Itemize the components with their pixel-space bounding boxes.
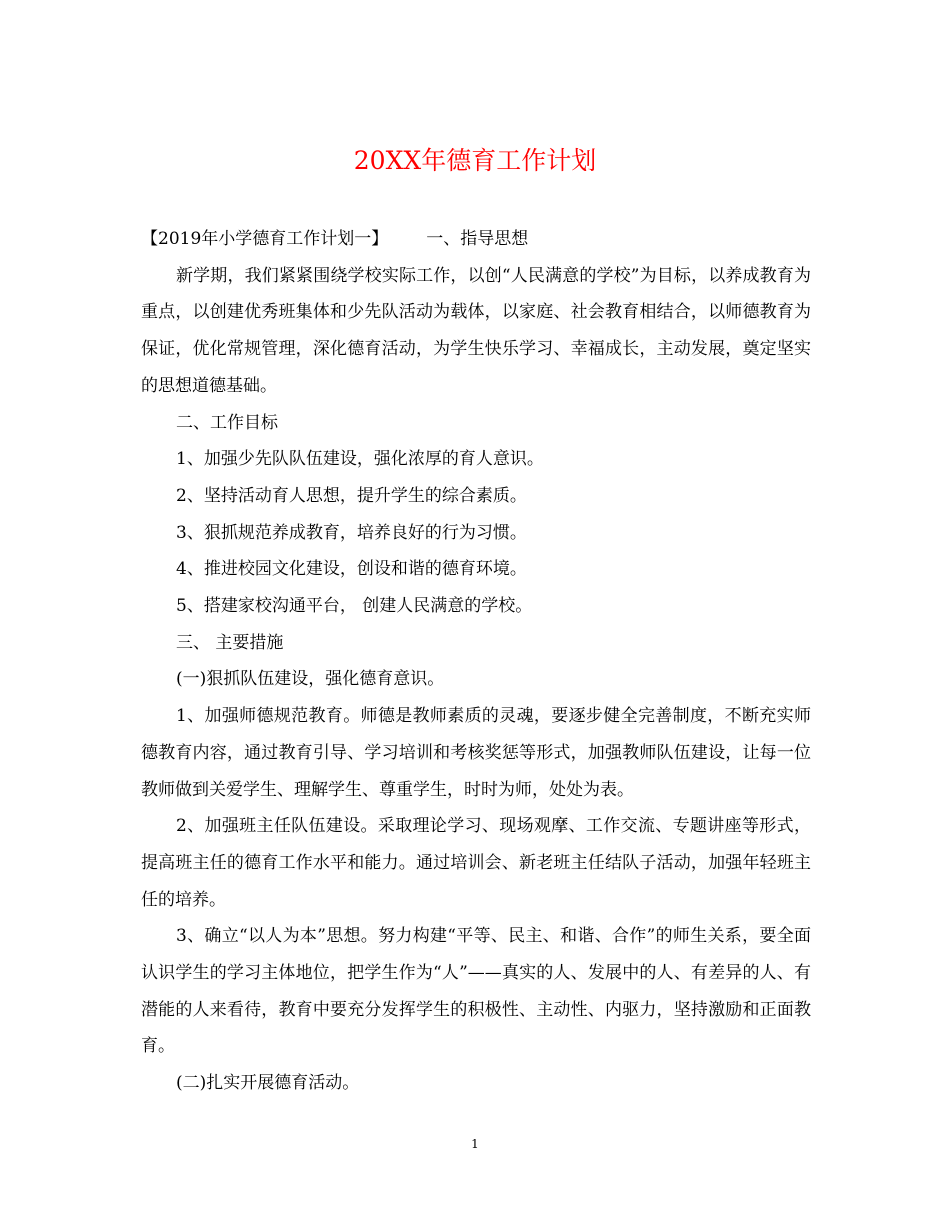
paragraph: 3、确立“以人为本”思想。努力构建“平等、民主、和谐、合作”的师生关系，要全面认识学生的学习主体地位，把学生作为“人”——真实的人、发展中的人、有差异的人、有潜能的人来看待，教育中要充分发挥学生的积极性、主动性、内驱力，坚持激励和正面教育。: [141, 926, 811, 1057]
goal-item: 4、推进校园文化建设，创设和谐的德育环境。: [176, 559, 527, 580]
paragraph: 2、加强班主任队伍建设。采取理论学习、现场观摩、工作交流、专题讲座等形式，提高班主任的德育工作水平和能力。通过培训会、新老班主任结队子活动，加强年轻班主任的培养。: [141, 816, 811, 910]
goal-item: 1、加强少先队队伍建设，强化浓厚的育人意识。: [176, 449, 544, 470]
subsection-heading: (二)扎实开展德育活动。: [176, 1073, 360, 1094]
document-body: [141, 221, 811, 1102]
page-number: 1: [471, 1137, 479, 1151]
paragraph: 1、加强师德规范教育。师德是教师素质的灵魂，要逐步健全完善制度，不断充实师德教育内容，通过教育引导、学习培训和考核奖惩等形式，加强教师队伍建设，让每一位教师做到关爱学生、理解学生、尊重学生，时时为师，处处为表。: [141, 706, 811, 800]
section-heading-3: 三、 主要措施: [176, 632, 284, 653]
goal-item: 3、狠抓规范养成教育，培养良好的行为习惯。: [176, 522, 527, 543]
plan-heading: 【2019年小学德育工作计划一】: [141, 229, 389, 249]
section-heading-1: 一、指导思想: [426, 229, 529, 249]
first-line: [141, 221, 811, 258]
document-title: 20XX年德育工作计划: [353, 146, 597, 175]
section-heading-2: 二、工作目标: [176, 412, 278, 433]
goal-item: 2、坚持活动育人思想，提升学生的综合素质。: [176, 485, 527, 506]
goal-item: 5、搭建家校沟通平台， 创建人民满意的学校。: [176, 596, 533, 617]
paragraph: 新学期，我们紧紧围绕学校实际工作，以创“人民满意的学校”为目标，以养成教育为重点，以创建优秀班集体和少先队活动为载体，以家庭、社会教育相结合，以师德教育为保证，优化常规管理，深化德育活动，为学生快乐学习、幸福成长，主动发展，奠定坚实的思想道德基础。: [141, 265, 811, 396]
subsection-heading: (一)狠抓队伍建设，强化德育意识。: [176, 669, 445, 690]
